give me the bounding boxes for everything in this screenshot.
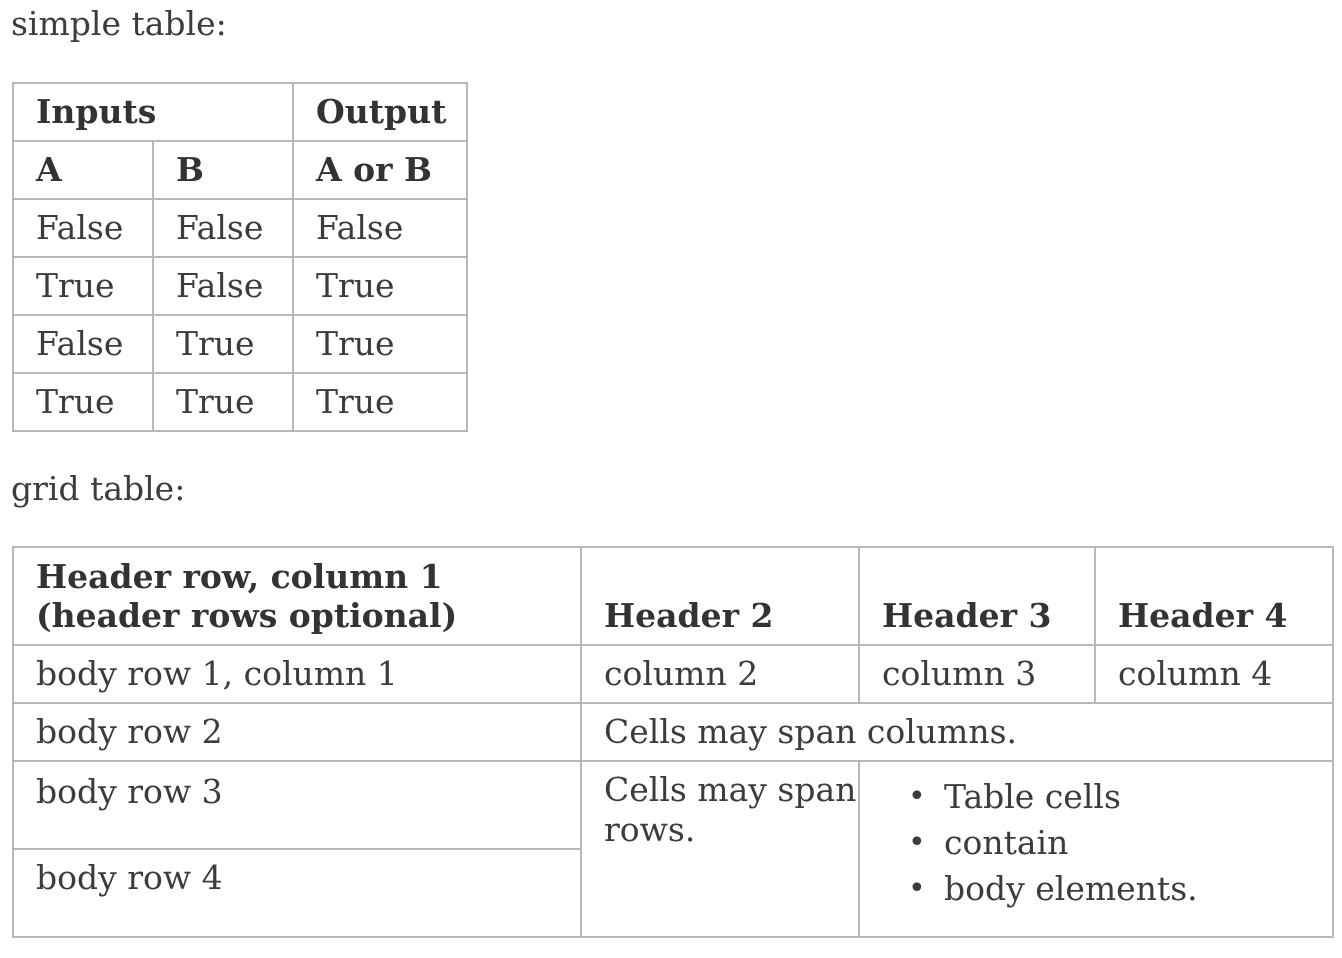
list-item xyxy=(882,820,1332,866)
list-cell xyxy=(859,761,1333,937)
table-header-row xyxy=(13,547,1333,645)
header-3: Header 3 xyxy=(859,547,1095,645)
table-row xyxy=(13,315,467,373)
table-row xyxy=(13,703,1333,761)
bullet-icon: • xyxy=(908,871,926,906)
table-cell: body row 2 xyxy=(13,703,581,761)
table-cell: column 4 xyxy=(1095,645,1333,703)
table-row xyxy=(13,257,467,315)
header-output: Output xyxy=(293,83,467,141)
header-4: Header 4 xyxy=(1095,547,1333,645)
table-cell: True xyxy=(153,373,293,431)
header-column-1-line1: Header row, column 1 xyxy=(36,557,443,596)
table-cell: False xyxy=(153,257,293,315)
bullet-icon: • xyxy=(908,825,926,860)
table-cell: body row 4 xyxy=(13,849,581,937)
grid-table xyxy=(12,546,1334,938)
list-item xyxy=(882,774,1332,820)
table-header-row xyxy=(13,83,467,141)
simple-table-label: simple table: xyxy=(11,4,227,43)
table-cell: True xyxy=(153,315,293,373)
header-column-1-line2: (header rows optional) xyxy=(36,596,458,635)
table-cell: True xyxy=(293,373,467,431)
table-cell: column 2 xyxy=(581,645,859,703)
bullet-icon: • xyxy=(908,779,926,814)
simple-table xyxy=(12,82,468,432)
header-b: B xyxy=(153,141,293,199)
grid-table-label: grid table: xyxy=(11,469,186,508)
table-cell: True xyxy=(13,373,153,431)
list-item xyxy=(882,866,1332,912)
header-column-1 xyxy=(13,547,581,645)
column-span-cell: Cells may span columns. xyxy=(581,703,1333,761)
table-row xyxy=(13,373,467,431)
table-header-row xyxy=(13,141,467,199)
row-span-cell: Cells may span rows. xyxy=(581,761,859,937)
table-cell: False xyxy=(153,199,293,257)
table-cell: False xyxy=(293,199,467,257)
table-row xyxy=(13,199,467,257)
header-a: A xyxy=(13,141,153,199)
header-a-or-b: A or B xyxy=(293,141,467,199)
table-cell: True xyxy=(293,257,467,315)
table-cell: True xyxy=(293,315,467,373)
list-item-text: Table cells xyxy=(944,777,1121,816)
table-cell: True xyxy=(13,257,153,315)
table-cell: False xyxy=(13,315,153,373)
list-item-text: body elements. xyxy=(944,869,1198,908)
table-cell: body row 3 xyxy=(13,761,581,849)
table-cell: body row 1, column 1 xyxy=(13,645,581,703)
list-item-text: contain xyxy=(944,823,1069,862)
table-cell: False xyxy=(13,199,153,257)
bullet-list xyxy=(882,774,1332,912)
header-2: Header 2 xyxy=(581,547,859,645)
table-row xyxy=(13,645,1333,703)
table-row xyxy=(13,761,1333,849)
header-inputs: Inputs xyxy=(13,83,293,141)
table-cell: column 3 xyxy=(859,645,1095,703)
